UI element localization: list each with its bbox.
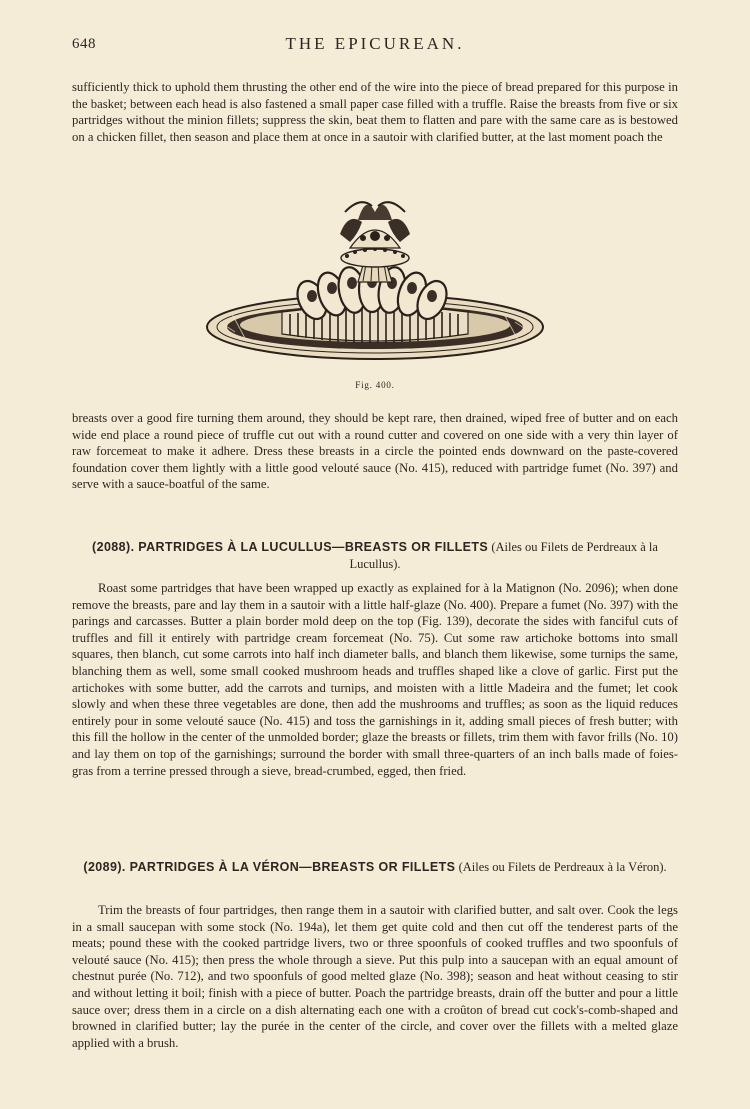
recipe-french-title: (Ailes ou Filets de Perdreaux à la Véron). (458, 860, 667, 874)
recipe-heading-2088 (70, 539, 680, 573)
running-title: THE EPICUREAN. (285, 34, 465, 53)
recipe-body-2089: Trim the breasts of four partridges, then range them in a sautoir with clarified butter, and salt over. Cook the legs in a small saucepan with some stock (No. 194a), let them get quite cold and then cut off the tenderest parts of the meats; pound these with the cooked partridge livers, two or three spoonfuls of cooked truffles and two spoonfuls of velouté sauce (No. 415); then press the whole through a sieve. Put this pulp into a saucepan with an equal amount of chestnut purée (No. 712), and two spoonfuls of good melted glaze (No. 398); season and heat without ceasing to stir and without letting it boil; finish with a piece of butter. Poach the partridge breasts, drain off the butter and pour a little sauce over; dress them in a circle on a dish alternating each one with a croûton of bread cut cock's-comb-shaped and browned in clarified butter; lay the purée in the center of the circle, and cover over the fillets with a melted glaze applied with a brush. (72, 903, 678, 1050)
continued-paragraph: breasts over a good fire turning them around, they should be kept rare, then drained, wiped free of butter and on each wide end place a round piece of truffle cut out with a round cutter and covered on one side with a very thin layer of raw forcemeat to make it adhere. Dress these breasts in a circle the pointed ends downward on the paste-covered foundation cover them lightly with a little good velouté sauce (No. 415), reduced with partridge fumet (No. 397) and serve with a sauce-boatful of the same. (72, 411, 678, 492)
page-number: 648 (72, 36, 96, 52)
intro-paragraph: sufficiently thick to uphold them thrusting the other end of the wire into the piece of bread prepared for this purpose in the basket; between each head is also fastened a small paper case filled with a truffle. Raise the breasts from five or six partridges without the minion fillets; suppress the skin, beat them to flatten and pare with the same care as is bestowed on a chicken fillet, then season and place them at once in a sautoir with clarified butter, at the last moment poach the (72, 80, 678, 144)
engraving-partridge-breasts-dish (200, 182, 550, 377)
recipe-title: (2088). PARTRIDGES À LA LUCULLUS—BREASTS OR FILLETS (92, 540, 489, 554)
running-head (72, 34, 678, 56)
figure-caption: Fig. 400. (355, 380, 395, 390)
recipe-title: (2089). PARTRIDGES À LA VÉRON—BREASTS OR FILLETS (83, 860, 456, 874)
recipe-body-2088: Roast some partridges that have been wrapped up exactly as explained for à la Matignon (No. 2096); when done remove the breasts, pare and lay them in a sautoir with a little half-glaze (No. 400). Prepare a fumet (No. 397) with the parings and carcasses. Butter a plain border mold deep on the top (Fig. 139), decorate the sides with fanciful cuts of truffles and fill it entirely with partridge cream forcemeat (No. 75). Cut some raw artichoke bottoms into small squares, then blanch, cut some carrots into half inch diameter balls, and blanch them likewise, some turnips the same, blanching them as well, some small cooked mushroom heads and truffles shaped like a clove of garlic. First put the artichokes with some butter, add the carrots and turnips, and moisten with a little Madeira and the fumet; let cook slowly and when these three vegetables are done, then add the mushrooms and truffles; as soon as the liquid reduces entirely pour in some velouté sauce (No. 415) and toss the garnishings in it, adding small pieces of fresh butter; with this fill the hollow in the center of the unmolded border; glaze the breasts or fillets, trim them with favor frills (No. 10) and lay them on top of the garnishings; surround the border with small three-quarters of an inch balls made of foies-gras from a terrine pressed through a sieve, bread-crumbed, egged, then fried. (72, 581, 678, 778)
recipe-heading-2089 (70, 859, 680, 876)
recipe-french-title: (Ailes ou Filets de Perdreaux à la Lucullus). (349, 540, 658, 571)
